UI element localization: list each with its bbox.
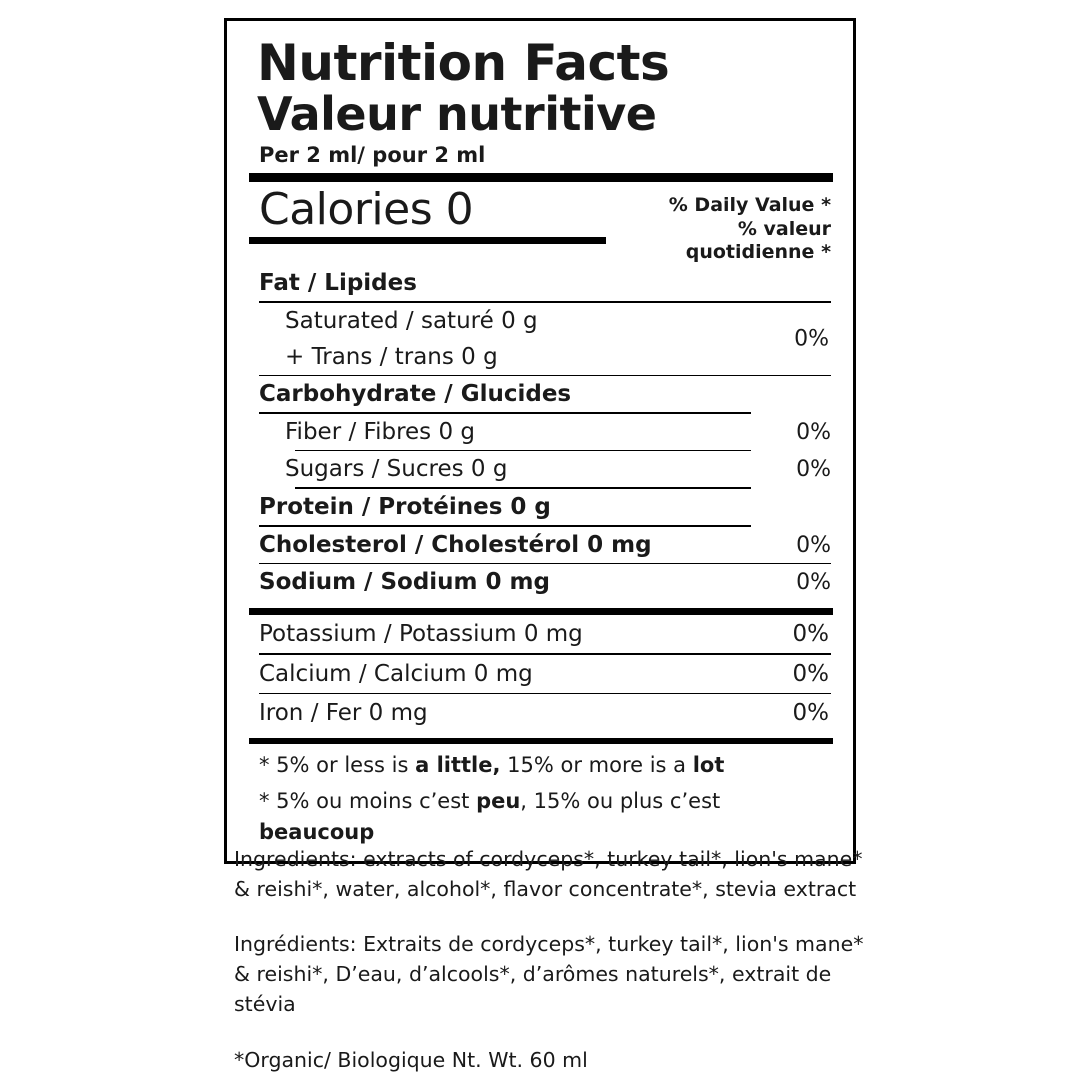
page-title-french: Valeur nutritive — [257, 87, 657, 141]
nutrient-label: Saturated / saturé 0 g — [285, 307, 538, 334]
nutrient-label: Fiber / Fibres 0 g — [285, 418, 476, 445]
nutrient-label: Protein / Protéines 0 g — [259, 493, 551, 520]
organic-net-weight: *Organic/ Biologique Nt. Wt. 60 ml — [234, 1047, 588, 1072]
footnote-en-b: a little, — [415, 753, 501, 778]
nutrient-label: Carbohydrate / Glucides — [259, 381, 572, 408]
table-row — [249, 527, 833, 563]
table-row — [249, 655, 833, 693]
saturated-trans-group — [249, 303, 833, 375]
footnote-fr-d: beaucoup — [259, 820, 375, 845]
nutrient-label: Fat / Lipides — [259, 270, 417, 296]
daily-value-en: % Daily Value * — [668, 193, 831, 216]
footnote-fr-c: , 15% ou plus c’est — [520, 788, 721, 813]
nutrient-value: 0% — [792, 621, 829, 648]
table-row — [249, 414, 833, 450]
nutrient-value: 0% — [796, 532, 831, 558]
table-row — [249, 489, 833, 525]
ingredients-english — [234, 845, 874, 904]
table-row — [249, 451, 833, 487]
table-row — [249, 265, 833, 301]
daily-value-header — [606, 182, 833, 265]
nutrient-value: 0% — [794, 326, 829, 352]
divider-thick-middle — [249, 608, 833, 615]
ingredients-section — [234, 845, 874, 1075]
nutrient-label: Potassium / Potassium 0 mg — [259, 621, 583, 648]
table-row — [249, 303, 833, 339]
ingredients-en-line1: Ingredients: extracts of cordyceps*, turkey tail*, lion's mane* — [234, 847, 863, 871]
nutrient-value: 0% — [796, 457, 831, 483]
footnote-en-d: lot — [692, 753, 725, 778]
footnote-en-c: 15% or more is a — [500, 753, 693, 778]
divider-calories — [249, 237, 606, 244]
ingredients-fr-line1: Ingrédients: Extraits de cordyceps*, turkey tail*, lion's mane* — [234, 932, 864, 957]
footnote-fr-b: peu — [476, 788, 521, 813]
ingredients-french — [234, 930, 874, 1019]
footnote-en-a: * 5% or less is — [259, 753, 416, 778]
calories-row — [249, 182, 833, 265]
serving-size: Per 2 ml/ pour 2 ml — [259, 142, 486, 167]
calories-label: Calories 0 — [259, 183, 474, 235]
ingredients-fr-line2: & reishi*, D’eau, d’alcools*, d’arômes naturels*, extrait de stévia — [234, 962, 832, 1016]
nutrient-label: Sugars / Sucres 0 g — [285, 456, 508, 483]
table-row — [249, 615, 833, 653]
nutrient-value: 0% — [792, 660, 829, 687]
nutrient-value: 0% — [796, 419, 831, 445]
nutrient-label: Cholesterol / Cholestérol 0 mg — [259, 531, 652, 558]
table-row — [249, 376, 833, 412]
nutrient-value: 0% — [796, 570, 831, 596]
table-row — [249, 564, 833, 600]
daily-value-fr: % valeur quotidienne * — [685, 217, 831, 264]
nutrient-label: Sodium / Sodium 0 mg — [259, 569, 550, 596]
nutrient-label: + Trans / trans 0 g — [285, 343, 498, 370]
nutrient-label: Iron / Fer 0 mg — [259, 700, 428, 727]
nutrient-label: Calcium / Calcium 0 mg — [259, 660, 533, 687]
page-title: Nutrition Facts — [257, 34, 670, 92]
table-row — [249, 694, 833, 732]
calories-left — [249, 182, 606, 244]
ingredients-en-line2: & reishi*, water, alcohol*, flavor concentrate*, stevia extract — [234, 876, 857, 901]
footnote-fr — [249, 784, 833, 851]
table-row — [249, 339, 833, 375]
nutrient-value: 0% — [792, 700, 829, 727]
footnote-fr-a: * 5% ou moins c’est — [259, 788, 477, 813]
nutrition-facts-panel — [224, 18, 856, 864]
divider-thick-top — [249, 173, 833, 182]
footnote-en — [249, 744, 833, 784]
